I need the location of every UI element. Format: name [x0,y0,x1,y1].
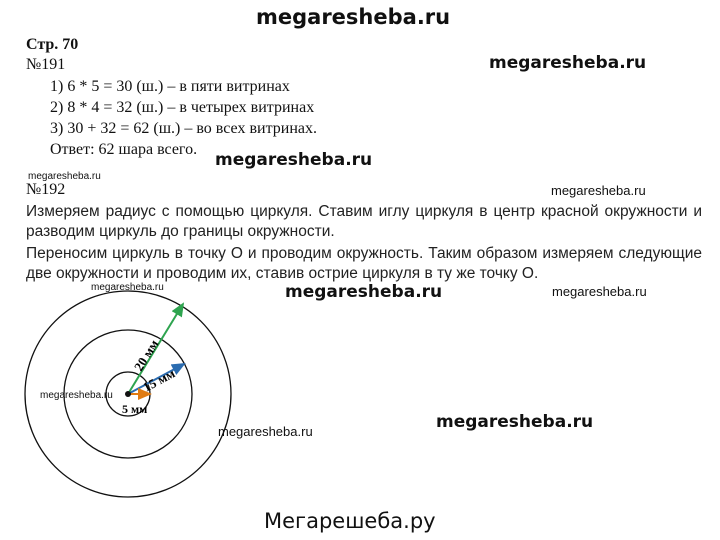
task-191-answer: Ответ: 62 шара всего. [50,141,198,158]
page-label: Стр. 70 [26,36,79,53]
footer-brand: Мегарешеба.ру [264,509,436,533]
task-192-paragraph-2: Переносим циркуль в точку О и проводим окружность. Таким образом измеряем следующие две окружности и проводим их, ставив острие циркуля в ту же точку О. [26,245,702,282]
watermark: megaresheba.ru [215,150,373,170]
task-191-line-1: 1) 6 * 5 = 30 (ш.) – в пяти витринах [50,78,290,95]
task-191-line-2: 2) 8 * 4 = 32 (ш.) – в четырех витринах [50,99,315,116]
label-20mm: 20 мм [130,336,162,374]
watermark: megaresheba.ru [552,284,647,299]
watermark: megaresheba.ru [285,282,443,302]
task-192-paragraph-1: Измеряем радиус с помощью циркуля. Ставим иглу циркуля в центр красной окружности и разводим циркуль до границы окружности. [26,203,702,240]
center-point [125,391,131,397]
watermark: megaresheba.ru [40,390,113,401]
watermark: megaresheba.ru [91,282,164,293]
watermark: megaresheba.ru [551,183,646,198]
watermark: megaresheba.ru [489,53,647,73]
task-192-number: №192 [26,181,66,198]
task-191-line-3: 3) 30 + 32 = 62 (ш.) – во всех витринах. [50,120,317,137]
watermark: megaresheba.ru [28,171,101,182]
label-15mm: 15 мм [140,365,178,395]
label-5mm: 5 мм [122,402,148,416]
watermark: megaresheba.ru [218,424,313,439]
task-191-number: №191 [26,56,66,73]
watermark-top: megaresheba.ru [256,5,451,29]
watermark: megaresheba.ru [436,412,594,432]
